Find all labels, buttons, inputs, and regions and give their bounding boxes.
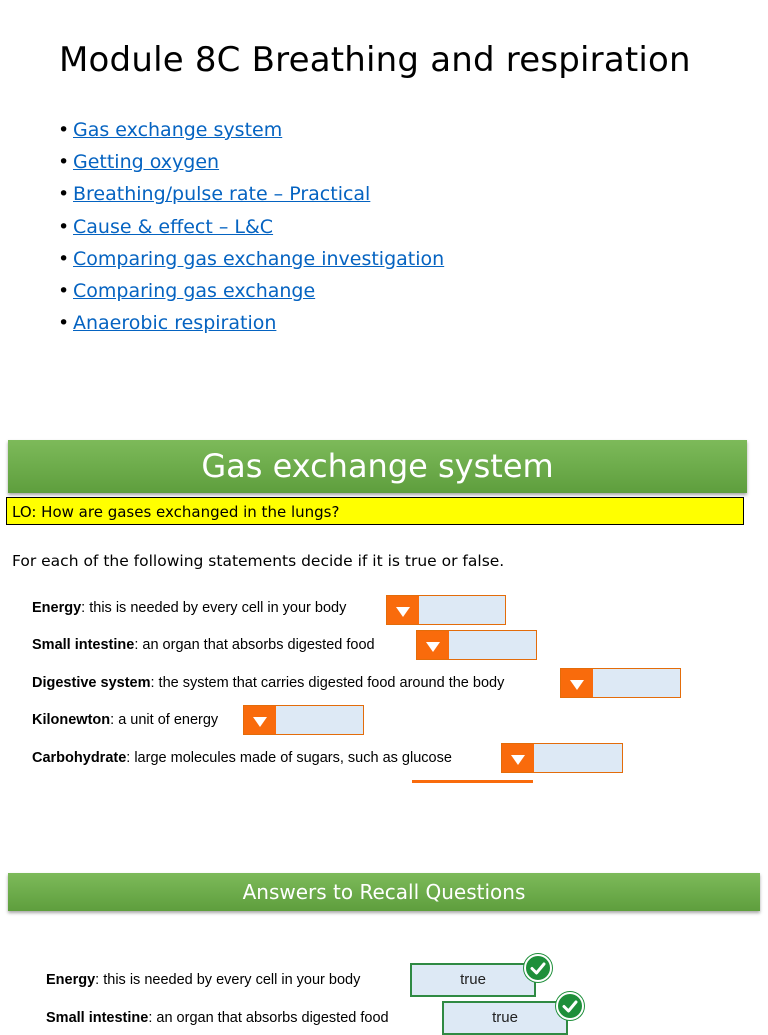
bullet: • (58, 279, 70, 302)
question-5 (32, 748, 452, 768)
bullet: • (58, 119, 70, 141)
dropdown-arrow-icon[interactable] (244, 706, 276, 734)
link-getting-oxygen[interactable]: Getting oxygen (73, 151, 220, 174)
topic-links-list (58, 116, 444, 341)
question-text: : an organ that absorbs digested food (148, 1010, 389, 1026)
list-item (58, 148, 444, 180)
question-term: Small intestine (32, 637, 135, 653)
question-4 (32, 710, 218, 730)
question-2 (32, 635, 375, 655)
answer-row-2 (46, 1008, 389, 1028)
bullet: • (58, 247, 70, 270)
bullet: • (58, 215, 70, 238)
dropdown-field[interactable] (534, 744, 622, 772)
question-text: : this is needed by every cell in your body (81, 600, 347, 616)
section-header-answers: Answers to Recall Questions (8, 873, 760, 911)
link-cause-effect[interactable]: Cause & effect – L&C (73, 215, 274, 238)
bullet: • (58, 183, 70, 206)
answer-value-box: true (442, 1001, 568, 1035)
dropdown-arrow-icon[interactable] (387, 596, 419, 624)
section-header-gas-exchange: Gas exchange system (8, 440, 747, 493)
list-item (58, 277, 444, 309)
clipped-dropdown-edge (412, 780, 533, 783)
link-anaerobic-respiration[interactable]: Anaerobic respiration (73, 312, 277, 335)
question-text: : large molecules made of sugars, such as glucose (126, 750, 452, 766)
link-comparing-gas-exchange-investigation[interactable]: Comparing gas exchange investigation (73, 247, 445, 270)
list-item (58, 116, 444, 148)
check-icon (524, 954, 552, 982)
question-term: Kilonewton (32, 712, 111, 728)
list-item (58, 180, 444, 212)
dropdown-arrow-icon[interactable] (502, 744, 534, 772)
answer-row-1 (46, 970, 360, 990)
answer-dropdown-5[interactable] (501, 743, 623, 773)
question-text: : this is needed by every cell in your body (95, 972, 361, 988)
bullet: • (58, 151, 70, 174)
question-3 (32, 673, 504, 693)
dropdown-field[interactable] (276, 706, 363, 734)
question-term: Energy (32, 600, 82, 616)
link-gas-exchange-system[interactable]: Gas exchange system (73, 119, 283, 141)
link-comparing-gas-exchange[interactable]: Comparing gas exchange (73, 279, 316, 302)
question-term: Digestive system (32, 675, 151, 691)
answer-dropdown-4[interactable] (243, 705, 364, 735)
question-1 (32, 598, 346, 618)
dropdown-arrow-icon[interactable] (561, 669, 593, 697)
answer-dropdown-1[interactable] (386, 595, 506, 625)
list-item (58, 213, 444, 245)
bullet: • (58, 312, 70, 335)
list-item (58, 309, 444, 341)
list-item (58, 245, 444, 277)
dropdown-field[interactable] (449, 631, 536, 659)
question-text: : an organ that absorbs digested food (134, 637, 375, 653)
question-term: Energy (46, 972, 96, 988)
dropdown-field[interactable] (419, 596, 505, 624)
question-text: : a unit of energy (110, 712, 219, 728)
dropdown-arrow-icon[interactable] (417, 631, 449, 659)
learning-objective: LO: How are gases exchanged in the lungs? (6, 497, 744, 525)
answer-value-box: true (410, 963, 536, 997)
question-text: : the system that carries digested food around the body (150, 675, 505, 691)
page-title: Module 8C Breathing and respiration (59, 40, 691, 80)
question-term: Carbohydrate (32, 750, 127, 766)
question-term: Small intestine (46, 1010, 149, 1026)
link-breathing-pulse-rate[interactable]: Breathing/pulse rate – Practical (73, 183, 371, 206)
dropdown-field[interactable] (593, 669, 680, 697)
answer-dropdown-3[interactable] (560, 668, 681, 698)
instructions-text: For each of the following statements decide if it is true or false. (12, 552, 505, 570)
answer-dropdown-2[interactable] (416, 630, 537, 660)
check-icon (556, 992, 584, 1020)
